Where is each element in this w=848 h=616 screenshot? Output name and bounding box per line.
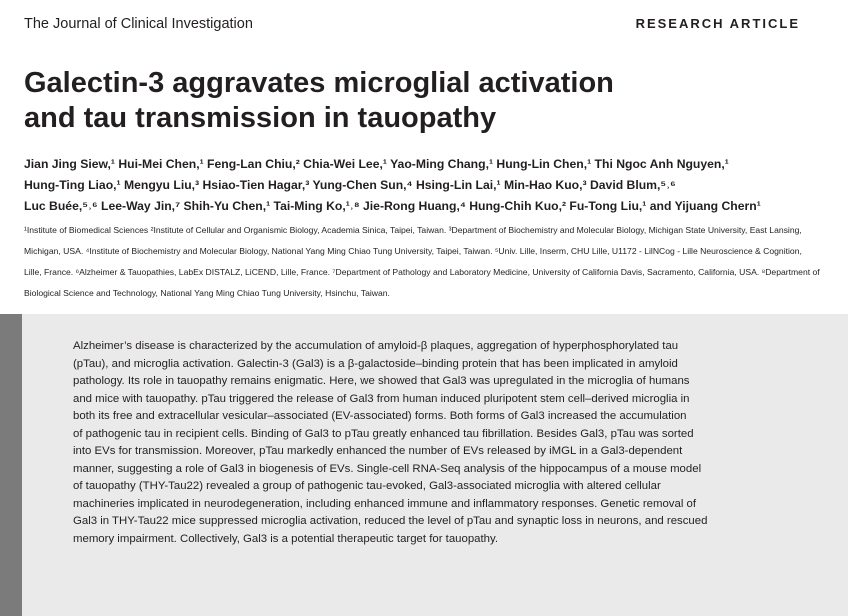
author-line: Hung-Ting Liao,¹ Mengyu Liu,³ Hsiao-Tien Hagar,³ Yung-Chen Sun,⁴ Hsing-Lin Lai,¹ Min-Hao Kuo,³ David Blum,⁵˒⁶ bbox=[24, 178, 676, 192]
journal-name: The Journal of Clinical Investigation bbox=[24, 16, 253, 32]
title-line: and tau transmission in tauopathy bbox=[24, 102, 497, 134]
abstract-line: (pTau), and microglia activation. Galectin-3 (Gal3) is a β-galactoside–binding protein that has been implicated in amyloid bbox=[73, 357, 678, 370]
article-title bbox=[24, 66, 804, 136]
abstract-line: and mice with tauopathy. pTau triggered the release of Gal3 from human induced pluripotent stem cell–derived microglia in bbox=[73, 392, 690, 405]
affiliation-line: ¹Institute of Biomedical Sciences ²Institute of Cellular and Organismic Biology, Academia Sinica, Taipei, Taiwan. ³Department of Biochemistry and Molecular Biology, Michigan State University, East Lansing, bbox=[24, 225, 802, 235]
abstract-line: of tauopathy (THY-Tau22) revealed a group of pathogenic tau-evoked, Gal3-associated microglia with altered cellular bbox=[73, 480, 661, 492]
abstract-line: machineries implicated in neurodegeneration, including enhanced immune and inflammatory responses. Genetic removal of bbox=[73, 497, 697, 510]
abstract-line: of pathogenic tau in recipient cells. Binding of Gal3 to pTau greatly enhanced tau fibrillation. Besides Gal3, pTau was sorted bbox=[73, 427, 694, 440]
author-line: Jian Jing Siew,¹ Hui-Mei Chen,¹ Feng-Lan Chiu,² Chia-Wei Lee,¹ Yao-Ming Chang,¹ Hung-Lin Chen,¹ Thi Ngoc Anh Nguyen,¹ bbox=[24, 157, 729, 171]
affiliation-line: Lille, France. ⁶Alzheimer & Tauopathies, LabEx DISTALZ, LiCEND, Lille, France. ⁷Department of Pathology and Laboratory Medicine, University of California Davis, Sacramento, California, USA. ⁸Department of bbox=[24, 267, 820, 277]
abstract-line: both its free and extracellular vesicular–associated (EV-associated) forms. Both forms of Gal3 increased the accumulation bbox=[73, 410, 687, 422]
affiliation-line: Michigan, USA. ⁴Institute of Biochemistry and Molecular Biology, National Yang Ming Chiao Tung University, Taipei, Taiwan. ⁵Univ. Lille, Inserm, CHU Lille, U1172 - LilNCog - Lille Neuroscience & Cognition, bbox=[24, 246, 802, 256]
abstract-line: into EVs for transmission. Moreover, pTau markedly enhanced the number of EVs released by iMGL in a Gal3-dependent bbox=[73, 445, 683, 457]
article-type-label: RESEARCH ARTICLE bbox=[635, 16, 800, 31]
abstract-line: manner, suggesting a role of Gal3 in biogenesis of EVs. Single-cell RNA-Seq analysis of the hippocampus of a mouse model bbox=[73, 462, 702, 475]
abstract-panel bbox=[0, 314, 848, 616]
abstract-line: Alzheimer’s disease is characterized by the accumulation of amyloid-β plaques, aggregation of hyperphosphorylated tau bbox=[73, 340, 679, 352]
affiliations bbox=[24, 220, 824, 304]
abstract-line: pathology. Its role in tauopathy remains enigmatic. Here, we showed that Gal3 was upregulated in the microglia of humans bbox=[73, 375, 690, 387]
author-list bbox=[24, 154, 824, 217]
abstract-line: memory impairment. Collectively, Gal3 is a potential therapeutic target for tauopathy. bbox=[73, 532, 499, 545]
abstract-text bbox=[73, 338, 773, 548]
affiliation-line: Biological Science and Technology, National Yang Ming Chiao Tung University, Hsinchu, Taiwan. bbox=[24, 288, 390, 298]
abstract-side-bar bbox=[0, 314, 22, 616]
title-line: Galectin-3 aggravates microglial activation bbox=[24, 67, 614, 99]
author-line: Luc Buée,⁵˒⁶ Lee-Way Jin,⁷ Shih-Yu Chen,¹ Tai-Ming Ko,¹˒⁸ Jie-Rong Huang,⁴ Hung-Chih Kuo,² Fu-Tong Liu,¹ and Yijuang Chern¹ bbox=[24, 199, 761, 213]
abstract-line: Gal3 in THY-Tau22 mice suppressed microglia activation, reduced the level of pTau and synaptic loss in neurons, and rescued bbox=[73, 515, 708, 527]
